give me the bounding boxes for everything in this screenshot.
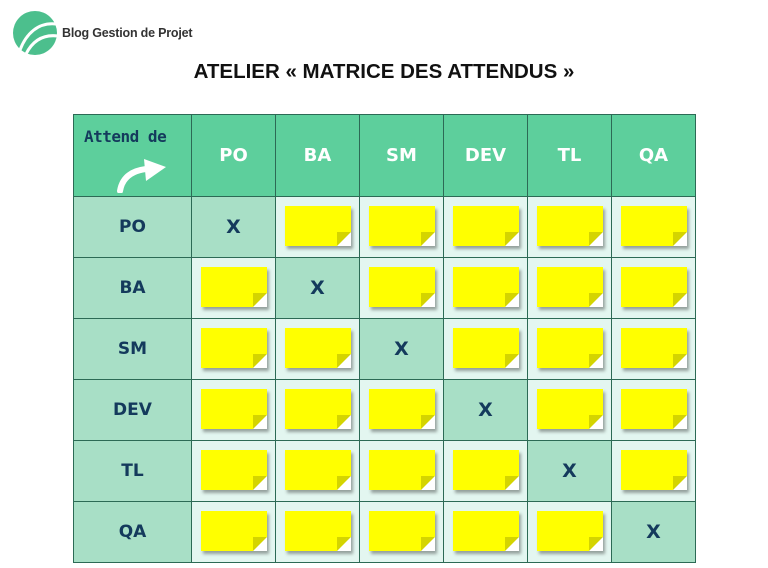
cell-tl-qa[interactable] [612, 441, 696, 502]
cell-ba-tl[interactable] [528, 258, 612, 319]
matrix-corner-cell [74, 115, 192, 197]
column-header-qa: QA [612, 115, 696, 197]
curved-arrow-icon [114, 155, 170, 193]
row-header-ba: BA [74, 258, 192, 319]
sticky-note[interactable] [369, 389, 435, 429]
cell-sm-dev[interactable] [444, 319, 528, 380]
cell-po-sm[interactable] [360, 197, 444, 258]
sticky-note[interactable] [369, 267, 435, 307]
sticky-note[interactable] [285, 511, 351, 551]
diagonal-x-mark: X [562, 460, 577, 482]
sticky-note[interactable] [201, 511, 267, 551]
sticky-note[interactable] [537, 206, 603, 246]
sticky-note[interactable] [201, 328, 267, 368]
leaf-logo-icon [12, 10, 58, 56]
sticky-note[interactable] [369, 511, 435, 551]
cell-tl-tl [528, 441, 612, 502]
row-header-dev: DEV [74, 380, 192, 441]
corner-label: Attend de [84, 127, 167, 146]
sticky-note[interactable] [537, 328, 603, 368]
page-title: ATELIER « MATRICE DES ATTENDUS » [193, 60, 575, 83]
cell-sm-tl[interactable] [528, 319, 612, 380]
sticky-note[interactable] [453, 328, 519, 368]
diagonal-x-mark: X [226, 216, 241, 238]
matrix-row-sm [74, 319, 696, 380]
row-header-qa: QA [74, 502, 192, 563]
cell-sm-qa[interactable] [612, 319, 696, 380]
cell-po-qa[interactable] [612, 197, 696, 258]
cell-dev-dev [444, 380, 528, 441]
sticky-note[interactable] [453, 267, 519, 307]
sticky-note[interactable] [201, 450, 267, 490]
sticky-note[interactable] [537, 389, 603, 429]
diagonal-x-mark: X [478, 399, 493, 421]
expectations-matrix [73, 114, 696, 563]
sticky-note[interactable] [453, 511, 519, 551]
column-header-sm: SM [360, 115, 444, 197]
cell-tl-po[interactable] [192, 441, 276, 502]
cell-dev-tl[interactable] [528, 380, 612, 441]
sticky-note[interactable] [285, 206, 351, 246]
column-header-dev: DEV [444, 115, 528, 197]
row-header-po: PO [74, 197, 192, 258]
cell-qa-ba[interactable] [276, 502, 360, 563]
cell-ba-ba [276, 258, 360, 319]
sticky-note[interactable] [537, 267, 603, 307]
diagonal-x-mark: X [646, 521, 661, 543]
cell-qa-sm[interactable] [360, 502, 444, 563]
cell-po-po [192, 197, 276, 258]
cell-sm-sm [360, 319, 444, 380]
column-header-po: PO [192, 115, 276, 197]
sticky-note[interactable] [369, 450, 435, 490]
sticky-note[interactable] [621, 389, 687, 429]
sticky-note[interactable] [621, 328, 687, 368]
sticky-note[interactable] [285, 389, 351, 429]
matrix-row-po [74, 197, 696, 258]
cell-dev-po[interactable] [192, 380, 276, 441]
sticky-note[interactable] [285, 328, 351, 368]
cell-po-dev[interactable] [444, 197, 528, 258]
sticky-note[interactable] [201, 389, 267, 429]
sticky-note[interactable] [453, 206, 519, 246]
diagonal-x-mark: X [310, 277, 325, 299]
matrix-row-dev [74, 380, 696, 441]
cell-ba-sm[interactable] [360, 258, 444, 319]
sticky-note[interactable] [285, 450, 351, 490]
column-header-tl: TL [528, 115, 612, 197]
column-header-ba: BA [276, 115, 360, 197]
cell-dev-ba[interactable] [276, 380, 360, 441]
sticky-note[interactable] [621, 267, 687, 307]
brand-logo [12, 10, 192, 56]
matrix-row-qa [74, 502, 696, 563]
cell-ba-po[interactable] [192, 258, 276, 319]
sticky-note[interactable] [621, 450, 687, 490]
brand-name: Blog Gestion de Projet [62, 26, 193, 40]
cell-tl-dev[interactable] [444, 441, 528, 502]
matrix-header-row [74, 115, 696, 197]
cell-tl-sm[interactable] [360, 441, 444, 502]
cell-qa-po[interactable] [192, 502, 276, 563]
cell-ba-qa[interactable] [612, 258, 696, 319]
cell-qa-dev[interactable] [444, 502, 528, 563]
sticky-note[interactable] [537, 511, 603, 551]
diagonal-x-mark: X [394, 338, 409, 360]
sticky-note[interactable] [453, 450, 519, 490]
cell-dev-qa[interactable] [612, 380, 696, 441]
row-header-sm: SM [74, 319, 192, 380]
cell-dev-sm[interactable] [360, 380, 444, 441]
cell-ba-dev[interactable] [444, 258, 528, 319]
sticky-note[interactable] [621, 206, 687, 246]
sticky-note[interactable] [201, 267, 267, 307]
cell-tl-ba[interactable] [276, 441, 360, 502]
cell-sm-po[interactable] [192, 319, 276, 380]
matrix-row-tl [74, 441, 696, 502]
row-header-tl: TL [74, 441, 192, 502]
cell-qa-qa [612, 502, 696, 563]
cell-qa-tl[interactable] [528, 502, 612, 563]
cell-sm-ba[interactable] [276, 319, 360, 380]
matrix-row-ba [74, 258, 696, 319]
sticky-note[interactable] [369, 206, 435, 246]
cell-po-tl[interactable] [528, 197, 612, 258]
cell-po-ba[interactable] [276, 197, 360, 258]
